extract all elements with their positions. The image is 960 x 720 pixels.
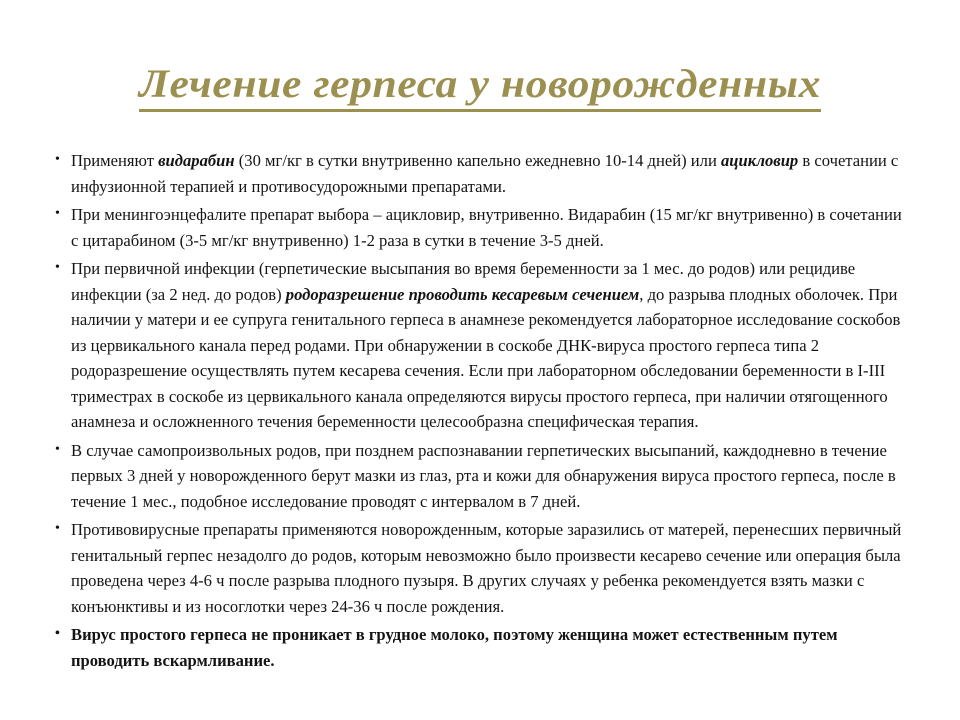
slide-title-container bbox=[0, 62, 960, 112]
text-run: Применяют bbox=[71, 151, 159, 170]
emphasis-term: ацикловир bbox=[720, 151, 799, 170]
emphasis-term: родоразрешение проводить кесаревым сечением bbox=[285, 284, 640, 304]
slide-body bbox=[52, 148, 908, 676]
text-run: При менингоэнцефалите препарат выбора – ацикловир, внутривенно. Видарабин (15 мг/кг внутривенно) в сочетании с цитарабином (3-5 мг/кг внутривенно) 1-2 раза в сутки в течение 3-5 дней. bbox=[71, 205, 902, 250]
emphasis-term: видарабин bbox=[158, 151, 235, 170]
text-run: в сочетании с инфузионной терапией и противосудорожными препаратами. bbox=[71, 151, 899, 196]
text-run: Вирус простого герпеса не проникает в грудное молоко, поэтому женщина может естественным путем проводить вскармливание. bbox=[71, 625, 838, 670]
list-item bbox=[52, 148, 908, 199]
list-item bbox=[52, 202, 908, 253]
page-title: Лечение герпеса у новорожденных bbox=[139, 62, 821, 112]
text-run: При первичной инфекции (герпетические высыпания во время беременности за 1 мес. до родов) или рецидиве инфекции (за 2 нед. до родов) bbox=[71, 259, 856, 304]
list-item bbox=[52, 622, 908, 673]
list-item bbox=[52, 438, 908, 515]
text-run: (30 мг/кг в сутки внутривенно капельно ежедневно 10-14 дней) или bbox=[234, 151, 721, 170]
text-run: В случае самопроизвольных родов, при позднем распознавании герпетических высыпаний, каждодневно в течение первых 3 дней у новорожденного берут мазки из глаз, рта и кожи для обнаружения вируса простого герпеса, после в течение 1 мес., подобное исследование проводят с интервалом в 7 дней. bbox=[71, 440, 896, 511]
list-item bbox=[52, 256, 908, 435]
text-run: Противовирусные препараты применяются новорожденным, которые заразились от матерей, перенесших первичный генитальный герпес незадолго до родов, которым невозможно было произвести кесарево сечение или операция была проведена через 4-6 ч после разрыва плодного пузыря. В других случаях у ребенка рекомендуется взять мазки с конъюнктивы и из носоглотки через 24-36 ч после рождения. bbox=[71, 520, 902, 616]
bullet-list bbox=[52, 148, 908, 673]
text-run: , до разрыва плодных оболочек. При наличии у матери и ее супруга генитального герпеса в анамнезе рекомендуется лабораторное исследование соскобов из цервикального канала перед родами. При обнаружении в соскобе ДНК-вируса простого герпеса типа 2 родоразрешение осуществлять путем кесарева сечения. Если при лабораторном обследовании беременности в I-III триместрах в соскобе из цервикального канала определяются вирусы простого герпеса, при наличии отягощенного анамнеза и осложненного течения беременности целесообразна специфическая терапия. bbox=[71, 284, 901, 431]
list-item bbox=[52, 517, 908, 619]
